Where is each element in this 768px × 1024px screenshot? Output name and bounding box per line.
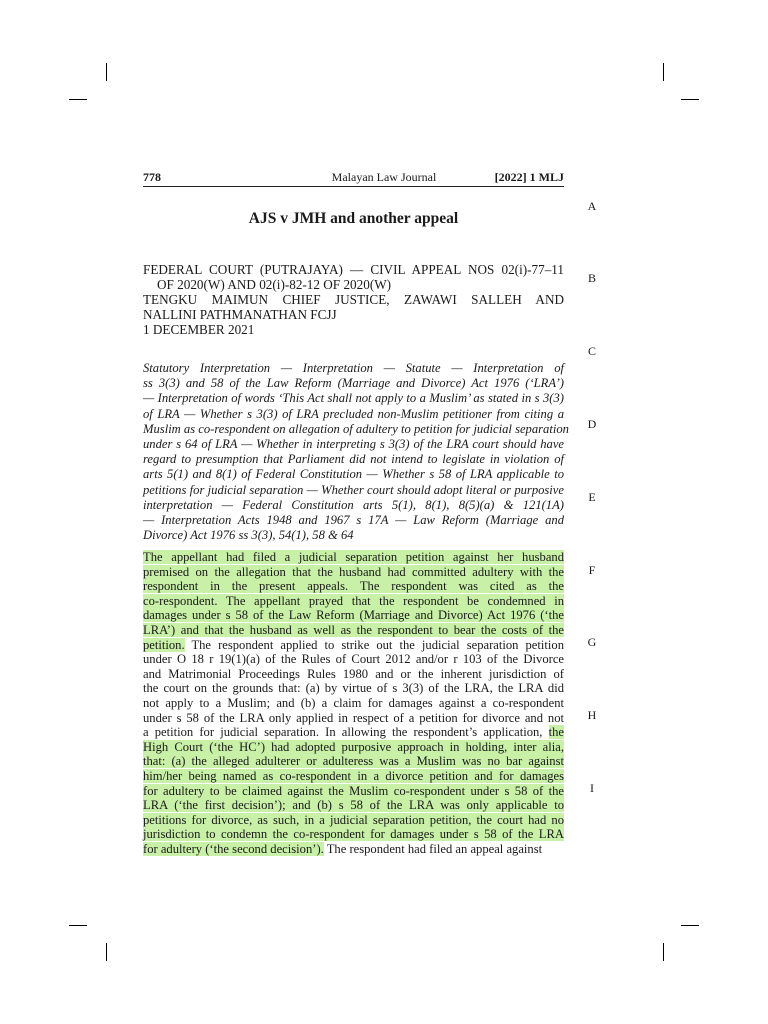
summary-line [143, 608, 564, 623]
journal-name: Malayan Law Journal [331, 170, 437, 184]
summary-line [143, 711, 564, 726]
highlighted-text: premised on the allegation that the husband had committed adultery with the [143, 564, 564, 579]
catchword-line: Muslim as co-respondent on allegation of adultery to petition for judicial separation [143, 421, 569, 436]
catchword-line: regard to presumption that Parliament did not intend to legislate in violation of [143, 452, 564, 467]
highlighted-text: the [548, 725, 564, 740]
summary-line [143, 740, 564, 755]
summary-text: under O 18 r 19(1)(a) of the Rules of Court 2012 and/or r 103 of the Divorce [143, 652, 564, 667]
margin-letter: H [587, 708, 597, 722]
margin-letter: F [588, 563, 596, 577]
court-info-line: NALLINI PATHMANATHAN FCJJ [143, 307, 337, 322]
summary-line [143, 565, 564, 580]
catchword-line: — Interpretation of words ‘This Act shall not apply to a Muslim’ as stated in s 3(3) [143, 391, 564, 406]
summary-line [143, 652, 564, 667]
highlighted-text: for adultery (‘the second decision’). [143, 841, 324, 856]
summary-line [143, 813, 564, 828]
summary-text: The respondent had filed an appeal against [323, 841, 543, 856]
court-info-line: 1 DECEMBER 2021 [143, 322, 255, 337]
summary-line [143, 696, 564, 711]
citation: [2022] 1 MLJ [494, 170, 564, 184]
summary-text: not apply to a Muslim; and (b) a claim for damages against a co-respondent [143, 695, 564, 710]
summary-line [143, 623, 564, 638]
highlighted-text: him/her being named as co-respondent in a divorce petition and for damages [143, 768, 564, 783]
summary-text: a petition for judicial separation. In allowing the respondent’s application, [143, 725, 549, 740]
catchword-line: under s 64 of LRA — Whether in interpreting s 3(3) of the LRA court should have [143, 437, 564, 452]
highlighted-text: The appellant had filed a judicial separation petition against her husband [143, 550, 564, 564]
margin-letter: D [587, 417, 597, 431]
case-title: AJS v JMH and another appeal [248, 210, 459, 227]
summary-line [143, 769, 564, 784]
catchword-line: petitions for judicial separation — Whether court should adopt literal or purposive [143, 482, 564, 497]
page-number: 778 [143, 170, 161, 184]
summary-line [143, 827, 564, 842]
catchword-line: arts 5(1) and 8(1) of Federal Constitution — Whether s 58 of LRA applicable to [143, 467, 564, 482]
summary-text: under s 58 of the LRA only applied in respect of a petition for divorce and not [143, 710, 564, 725]
highlighted-text: LRA’) and that the husband as well as the respondent to bear the costs of the [143, 622, 564, 637]
summary-text: the court on the grounds that: (a) by virtue of s 3(3) of the LRA, the LRA did [143, 681, 564, 696]
summary-text: and Matrimonial Proceedings Rules 1980 and or the inherent jurisdiction of [143, 666, 564, 681]
highlighted-text: petitions for divorce, as such, in a judicial separation petition, the court had no [143, 812, 564, 827]
court-info-line: FEDERAL COURT (PUTRAJAYA) — CIVIL APPEAL NOS 02(i)-77–11 [143, 262, 564, 277]
crop-mark [681, 925, 699, 926]
margin-letter: B [587, 271, 596, 285]
catchwords [143, 361, 569, 543]
highlighted-text: that: (a) the alleged adulterer or adulteress was a Muslim was no bar against [143, 754, 564, 769]
summary-line [143, 550, 564, 565]
highlighted-text: co-respondent. The appellant prayed that the respondent be condemned in [143, 593, 564, 608]
summary-paragraph [143, 550, 564, 856]
crop-mark [681, 99, 699, 100]
catchword-line: interpretation — Federal Constitution arts 5(1), 8(1), 8(5)(a) & 121(1A) [143, 497, 564, 512]
catchword-line: of LRA — Whether s 3(3) of LRA precluded non-Muslim petitioner from citing a [143, 406, 564, 421]
summary-line [143, 667, 564, 682]
margin-letter: E [588, 490, 596, 504]
margin-letter: A [587, 199, 597, 213]
summary-line [143, 798, 564, 813]
highlighted-text: LRA (‘the first decision’); and (b) s 58 of the LRA was only applicable to [143, 798, 564, 813]
highlighted-text: respondent in the present appeals. The respondent was cited as the [143, 579, 564, 594]
summary-line [143, 638, 564, 653]
crop-mark [106, 943, 107, 961]
highlighted-text: damages under s 58 of the Law Reform (Marriage and Divorce) Act 1976 (‘the [143, 608, 564, 623]
crop-mark [663, 63, 664, 81]
summary-line [143, 594, 564, 609]
highlighted-text: petition. [143, 637, 185, 652]
highlighted-text: High Court (‘the HC’) had adopted purposive approach in holding, inter alia, [143, 739, 564, 754]
catchword-line: Statutory Interpretation — Interpretation — Statute — Interpretation of [143, 361, 564, 375]
catchword-line: ss 3(3) and 58 of the Law Reform (Marriage and Divorce) Act 1976 (‘LRA’) [143, 376, 564, 391]
summary-line [143, 842, 564, 857]
court-info [143, 262, 564, 337]
summary-line [143, 579, 564, 594]
crop-mark [663, 943, 664, 961]
highlighted-text: jurisdiction to condemn the co-respondent for damages under s 58 of the LRA [143, 827, 564, 842]
margin-letter: I [590, 781, 594, 795]
summary-text: The respondent applied to strike out the judicial separation petition [184, 637, 564, 652]
margin-letter: C [587, 344, 596, 358]
margin-letter: G [587, 635, 597, 649]
crop-mark [69, 99, 87, 100]
catchword-line: Divorce) Act 1976 ss 3(3), 54(1), 58 & 64 [143, 528, 354, 543]
court-info-line: OF 2020(W) AND 02(i)-82-12 OF 2020(W) [157, 277, 392, 292]
court-info-line: TENGKU MAIMUN CHIEF JUSTICE, ZAWAWI SALLEH AND [143, 292, 564, 307]
header-rule [143, 186, 564, 187]
summary-line [143, 681, 564, 696]
summary-line [143, 725, 564, 740]
catchword-line: — Interpretation Acts 1948 and 1967 s 17A — Law Reform (Marriage and [143, 513, 564, 528]
summary-line [143, 754, 564, 769]
crop-mark [106, 63, 107, 81]
highlighted-text: for adultery to be claimed against the Muslim co-respondent under s 58 of the [143, 783, 564, 798]
crop-mark [69, 925, 87, 926]
summary-line [143, 784, 564, 799]
margin-letters [585, 0, 599, 1024]
